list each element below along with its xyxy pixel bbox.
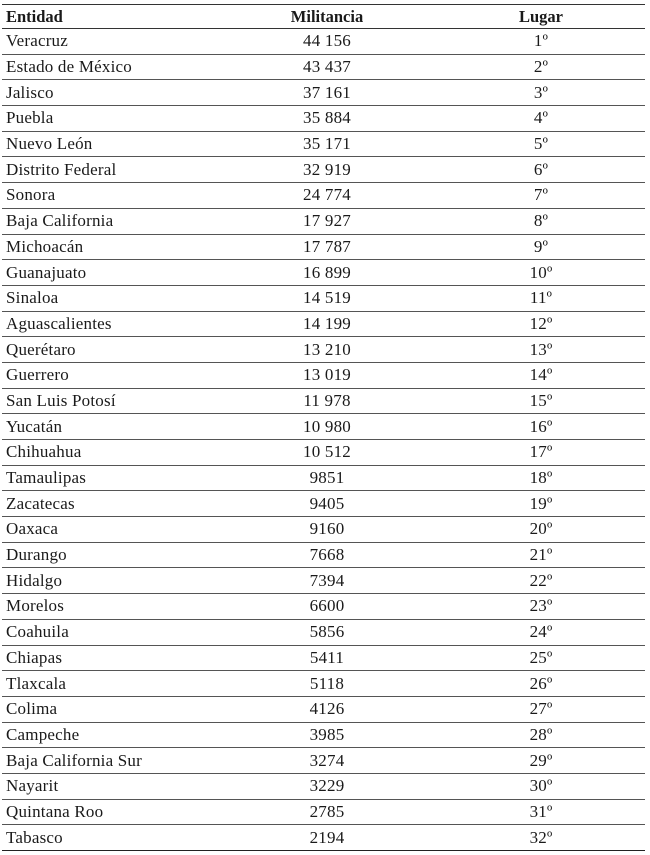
lugar-cell: 22º — [529, 570, 553, 590]
entidad-cell: Tlaxcala — [6, 673, 67, 693]
lugar-cell: 14º — [529, 365, 553, 385]
lugar-cell: 16º — [529, 416, 553, 436]
entidad-cell: Campeche — [6, 724, 80, 744]
entidad-cell: San Luis Potosí — [6, 390, 116, 410]
militancia-cell: 13 019 — [303, 365, 351, 385]
lugar-cell: 18º — [529, 468, 553, 488]
table-row — [2, 773, 645, 799]
table-row — [2, 311, 645, 337]
militancia-cell: 14 519 — [303, 288, 351, 308]
militancia-cell: 10 980 — [303, 416, 351, 436]
lugar-cell: 4º — [533, 108, 549, 128]
entidad-cell: Nuevo León — [6, 134, 93, 154]
lugar-cell: 3º — [533, 82, 549, 102]
table-row — [2, 491, 645, 517]
table-row — [2, 619, 645, 645]
entidad-cell: Baja California Sur — [6, 750, 142, 770]
table-row — [2, 465, 645, 491]
lugar-cell: 20º — [529, 519, 553, 539]
table-row — [2, 106, 645, 132]
table-row — [2, 337, 645, 363]
table-row — [2, 285, 645, 311]
lugar-cell: 9º — [533, 236, 549, 256]
table-row — [2, 594, 645, 620]
entidad-cell: Veracruz — [6, 31, 68, 51]
table-row — [2, 517, 645, 543]
militancia-cell: 44 156 — [303, 31, 351, 51]
militancia-cell: 35 884 — [303, 108, 351, 128]
header-entidad: Entidad — [6, 6, 63, 26]
militancia-cell: 16 899 — [303, 262, 351, 282]
militancia-cell: 9405 — [309, 493, 345, 513]
lugar-cell: 2º — [533, 57, 549, 77]
entidad-cell: Coahuila — [6, 622, 69, 642]
entidad-cell: Puebla — [6, 108, 54, 128]
table-body — [2, 29, 645, 851]
militancia-cell: 35 171 — [303, 134, 351, 154]
lugar-cell: 19º — [529, 493, 553, 513]
entidad-cell: Durango — [6, 545, 67, 565]
militancia-cell: 43 437 — [303, 57, 351, 77]
table-row — [2, 183, 645, 209]
militancia-cell: 4126 — [309, 699, 345, 719]
entidad-cell: Estado de México — [6, 57, 132, 77]
militancia-cell: 5118 — [309, 673, 345, 693]
table-row — [2, 671, 645, 697]
militancia-cell: 6600 — [309, 596, 345, 616]
militancia-cell: 3229 — [309, 776, 345, 796]
table-row — [2, 362, 645, 388]
militancia-cell: 3985 — [309, 724, 345, 744]
header-militancia: Militancia — [290, 6, 364, 26]
table-row — [2, 80, 645, 106]
table-row — [2, 234, 645, 260]
table-row — [2, 388, 645, 414]
lugar-cell: 25º — [529, 647, 553, 667]
entidad-cell: Sinaloa — [6, 288, 59, 308]
lugar-cell: 8º — [533, 211, 549, 231]
table-row — [2, 54, 645, 80]
militancia-cell: 14 199 — [303, 313, 351, 333]
table-row — [2, 260, 645, 286]
lugar-cell: 26º — [529, 673, 553, 693]
lugar-cell: 24º — [529, 622, 553, 642]
entidad-cell: Colima — [6, 699, 58, 719]
lugar-cell: 31º — [529, 801, 553, 821]
militancia-cell: 24 774 — [303, 185, 351, 205]
lugar-cell: 5º — [533, 134, 549, 154]
militancia-cell: 2194 — [309, 827, 345, 847]
lugar-cell: 28º — [529, 724, 553, 744]
lugar-cell: 17º — [529, 442, 553, 462]
entidad-cell: Yucatán — [6, 416, 63, 436]
militancia-cell: 7668 — [309, 545, 345, 565]
lugar-cell: 15º — [529, 390, 553, 410]
entidad-cell: Guanajuato — [6, 262, 87, 282]
lugar-cell: 7º — [533, 185, 549, 205]
header-lugar: Lugar — [518, 6, 563, 26]
table-row — [2, 799, 645, 825]
table-row — [2, 157, 645, 183]
table-row — [2, 131, 645, 157]
lugar-cell: 6º — [533, 159, 549, 179]
lugar-cell: 13º — [529, 339, 553, 359]
table-row — [2, 29, 645, 55]
militancia-cell: 10 512 — [303, 442, 351, 462]
militancia-cell: 13 210 — [303, 339, 351, 359]
militancia-cell: 17 927 — [303, 211, 351, 231]
militancia-cell: 11 978 — [303, 390, 351, 410]
militancia-cell: 17 787 — [303, 236, 351, 256]
entidad-cell: Chihuahua — [6, 442, 82, 462]
militancia-cell: 32 919 — [303, 159, 351, 179]
militancia-cell: 37 161 — [303, 82, 351, 102]
table-row — [2, 722, 645, 748]
militancia-cell: 5411 — [309, 647, 345, 667]
lugar-cell: 21º — [529, 545, 553, 565]
table-row — [2, 542, 645, 568]
table-row — [2, 414, 645, 440]
entidad-cell: Nayarit — [6, 776, 59, 796]
entidad-cell: Sonora — [6, 185, 56, 205]
militancia-cell: 5856 — [309, 622, 345, 642]
lugar-cell: 30º — [529, 776, 553, 796]
lugar-cell: 32º — [529, 827, 553, 847]
entidad-cell: Chiapas — [6, 647, 63, 667]
militancia-cell: 7394 — [309, 570, 345, 590]
entidad-cell: Guerrero — [6, 365, 69, 385]
lugar-cell: 29º — [529, 750, 553, 770]
lugar-cell: 27º — [529, 699, 553, 719]
lugar-cell: 12º — [529, 313, 553, 333]
table-row — [2, 825, 645, 851]
entidad-cell: Tabasco — [6, 827, 63, 847]
table-row — [2, 748, 645, 774]
entidad-cell: Quintana Roo — [6, 801, 104, 821]
militancia-table — [2, 4, 645, 851]
entidad-cell: Baja California — [6, 211, 114, 231]
entidad-cell: Jalisco — [6, 82, 54, 102]
entidad-cell: Distrito Federal — [6, 159, 117, 179]
entidad-cell: Michoacán — [6, 236, 84, 256]
entidad-cell: Aguascalientes — [6, 313, 112, 333]
militancia-cell: 9851 — [309, 468, 345, 488]
header-row — [2, 5, 645, 29]
militancia-cell: 3274 — [309, 750, 345, 770]
entidad-cell: Morelos — [6, 596, 65, 616]
entidad-cell: Querétaro — [6, 339, 76, 359]
lugar-cell: 1º — [533, 31, 549, 51]
table-row — [2, 696, 645, 722]
entidad-cell: Tamaulipas — [6, 468, 87, 488]
table-row — [2, 568, 645, 594]
entidad-cell: Oaxaca — [6, 519, 59, 539]
table-header — [2, 5, 645, 29]
lugar-cell: 10º — [529, 262, 553, 282]
militancia-cell: 9160 — [309, 519, 345, 539]
lugar-cell: 11º — [529, 288, 553, 308]
entidad-cell: Hidalgo — [6, 570, 63, 590]
table-row — [2, 440, 645, 466]
table-row — [2, 645, 645, 671]
document-page — [2, 4, 645, 851]
lugar-cell: 23º — [529, 596, 553, 616]
entidad-cell: Zacatecas — [6, 493, 75, 513]
table-row — [2, 208, 645, 234]
militancia-cell: 2785 — [309, 801, 345, 821]
